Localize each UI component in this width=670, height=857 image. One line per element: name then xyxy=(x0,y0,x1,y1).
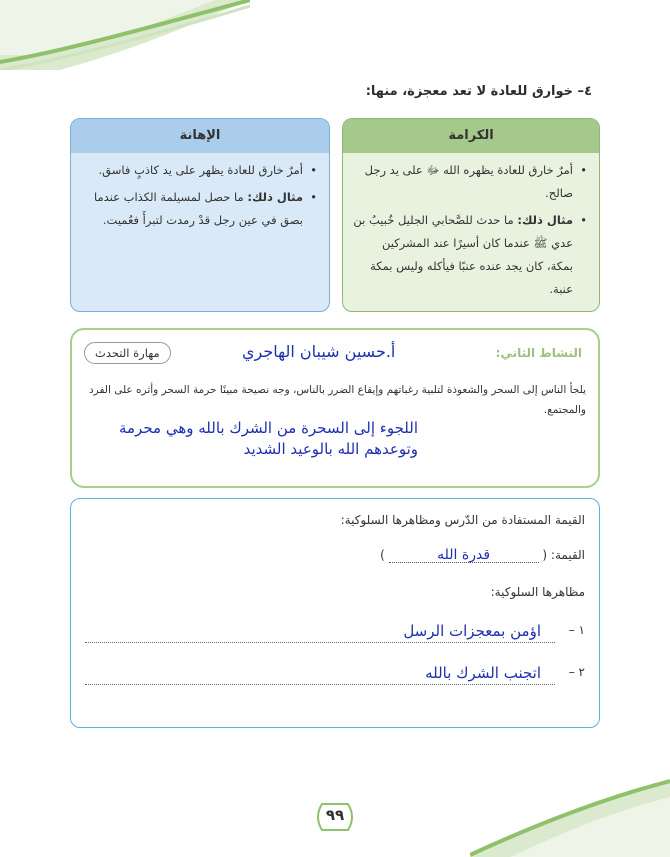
activity-answer[interactable]: اللجوء إلى السحرة من الشرك بالله وهي محرمة وتوعدهم الله بالوعيد الشديد xyxy=(118,419,418,458)
values-prompt: القيمة المستفادة من الدّرس ومظاهرها السلوكية: xyxy=(340,513,585,527)
activity-title: النشاط الثاني: xyxy=(495,346,582,360)
row-number: ١ – xyxy=(568,623,585,637)
behaviour-label: مظاهرها السلوكية: xyxy=(490,585,585,599)
ihana-example: • مثال ذلك: ما حصل لمسيلمة الكذاب عندما بصق في عين رجل قدْ رمدت لتبرأَ فعُميت. xyxy=(81,186,317,232)
ihana-box xyxy=(70,118,330,312)
behaviour-row xyxy=(85,623,585,645)
ihana-title: الإهانة xyxy=(71,119,329,153)
student-name: أ.حسين شيبان الهاجري xyxy=(242,342,396,361)
karama-title: الكرامة xyxy=(343,119,599,153)
karama-definition: • أمرٌ خارق للعادة يظهره الله ﷻ على يد رجل صالح. xyxy=(353,159,587,205)
row-number: ٢ – xyxy=(568,665,585,679)
section-heading: ٤– خوارق للعادة لا تعد معجزة، منها: xyxy=(365,84,592,99)
values-box xyxy=(70,498,600,728)
corner-ornament-bottom xyxy=(470,777,670,857)
page-number: ٩٩ xyxy=(325,806,345,824)
value-answer-field[interactable]: قدرة الله xyxy=(389,547,539,563)
skill-badge: مهارة التحدث xyxy=(84,342,171,364)
behaviour-row xyxy=(85,665,585,687)
behaviour-answer-field[interactable]: اتجنب الشرك بالله xyxy=(85,665,555,685)
corner-ornament-top xyxy=(0,0,250,70)
behaviour-answer-field[interactable]: اؤمن بمعجزات الرسل xyxy=(85,623,555,643)
karama-box xyxy=(342,118,600,312)
karama-example: • مثال ذلك: ما حدث للصَّحابي الجليل خُبيبُ بن عدي ﷺ عندما كان أسيرًا عند المشركين بمكة، كان يجد عنده عنبًا فيأكله وليس بمكة عنبة. xyxy=(353,209,587,301)
activity-prompt: يلجأ الناس إلى السحر والشعوذة لتلبية رغباتهم وإيقاع الضرر بالناس، وجه نصيحة مبينًا حرمة السحر وأثره على الفرد والمجتمع. xyxy=(88,384,586,416)
value-line: القيمة: ( قدرة الله ) xyxy=(380,547,585,563)
ihana-definition: • أمرٌ خارق للعادة يظهر على يد كاذبٍ فاسق. xyxy=(81,159,317,182)
activity-box xyxy=(70,328,600,488)
